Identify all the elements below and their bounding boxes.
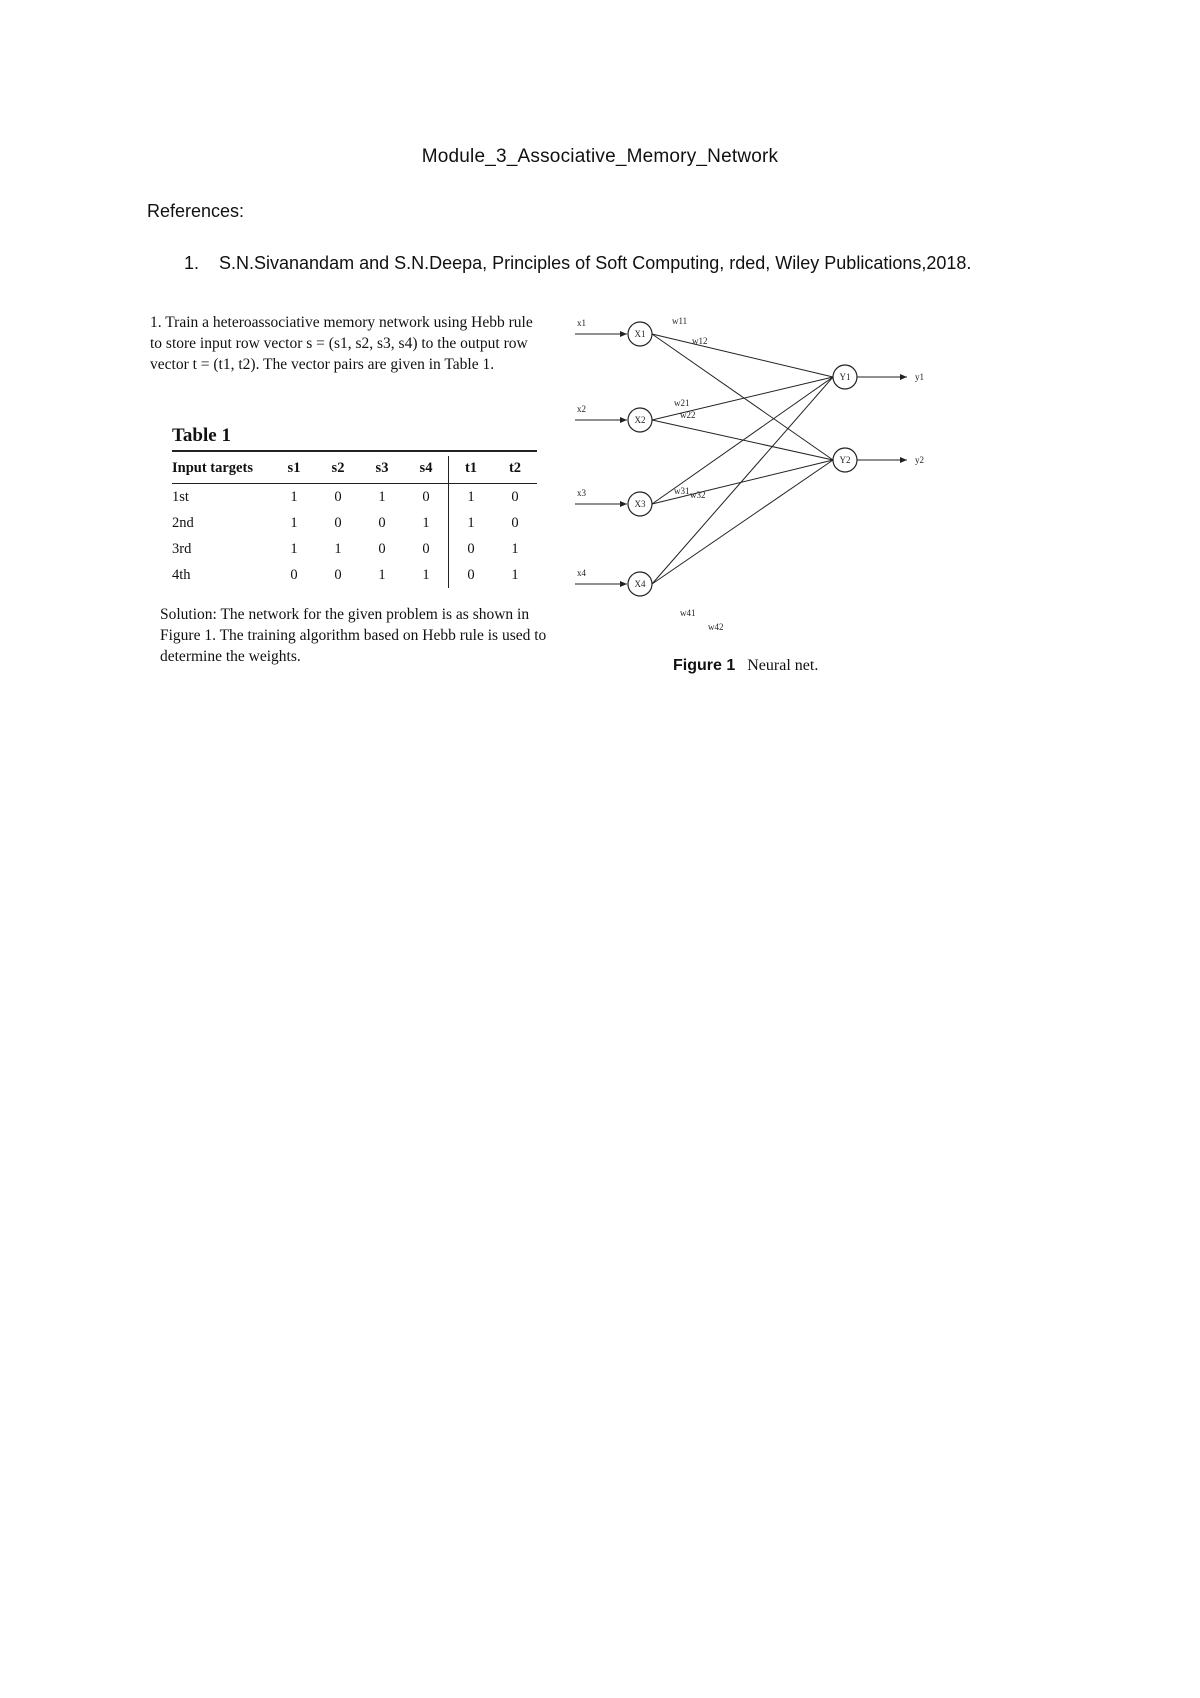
- output-neuron-label: Y2: [839, 455, 851, 465]
- input-neuron-label: X2: [634, 415, 646, 425]
- input-neuron-label: X1: [634, 329, 646, 339]
- table-row: [172, 562, 537, 588]
- input-label: x1: [577, 318, 586, 328]
- input-neuron-label: X4: [634, 579, 646, 589]
- reference-number: 1.: [184, 253, 200, 273]
- solution-text: The network for the given problem is as shown in Figure 1. The training algorithm based on Hebb rule is used to determine the weights.: [160, 606, 547, 665]
- figure-caption-text: Neural net.: [747, 657, 819, 674]
- table-cell: 1: [422, 566, 430, 583]
- neural-net-diagram: [575, 312, 955, 642]
- solution-paragraph: [160, 604, 550, 667]
- table-cell: 0: [449, 536, 494, 562]
- weight-label: w31: [674, 486, 690, 496]
- weight-label: w12: [692, 336, 708, 346]
- table-cell: 1: [290, 514, 298, 531]
- table-cell: 0: [290, 566, 298, 583]
- table-header-cell: s1: [272, 456, 316, 484]
- table-label: Table 1: [172, 425, 231, 446]
- problem-text-block: [150, 312, 545, 375]
- table-cell: 1: [378, 566, 386, 583]
- weight-edge: [652, 334, 833, 377]
- table-header-cell: t1: [449, 456, 494, 484]
- input-label: x4: [577, 568, 586, 578]
- table-header-row: [172, 456, 537, 484]
- weight-label: w21: [674, 398, 690, 408]
- problem-statement: [150, 312, 560, 375]
- table-cell: 1: [290, 488, 298, 505]
- table-header-cell: s2: [316, 456, 360, 484]
- table-cell: 4th: [172, 566, 191, 583]
- table-row: [172, 484, 537, 511]
- table-cell: 1: [334, 540, 342, 557]
- table-cell: 0: [334, 488, 342, 505]
- weight-label: w41: [680, 608, 696, 618]
- input-label: x2: [577, 404, 586, 414]
- table-cell: 2nd: [172, 514, 194, 531]
- weight-connections: [652, 334, 833, 584]
- input-label: x3: [577, 488, 586, 498]
- table-cell: 0: [378, 540, 386, 557]
- table-cell: 1: [449, 510, 494, 536]
- neuron-nodes: [628, 322, 857, 596]
- figure-caption: [673, 657, 818, 675]
- table-cell: 0: [334, 514, 342, 531]
- problem-text: Train a heteroassociative memory network using Hebb rule to store input row vector s = (s1, s2, s3, s4) to the output row vector t = (t1, t2). The vector pairs are given in Table 1.: [150, 314, 533, 373]
- table-top-rule: [172, 450, 537, 452]
- output-neuron-label: Y1: [839, 372, 851, 382]
- weight-label: w22: [680, 410, 696, 420]
- table-row: [172, 536, 537, 562]
- table-cell: 0: [378, 514, 386, 531]
- table-cell: 0: [422, 488, 430, 505]
- table-cell: 3rd: [172, 540, 192, 557]
- reference-text: S.N.Sivanandam and S.N.Deepa, Principles of Soft Computing, rded, Wiley Publications,2018.: [219, 253, 972, 273]
- output-label: y2: [915, 455, 924, 465]
- table-cell: 0: [511, 488, 519, 505]
- table-cell: 1: [378, 488, 386, 505]
- table-cell: 0: [449, 562, 494, 588]
- table-cell: 1: [511, 566, 519, 583]
- weight-edge: [652, 377, 833, 584]
- table-cell: 1: [290, 540, 298, 557]
- input-neuron-label: X3: [634, 499, 646, 509]
- table-header-cell: t2: [493, 456, 537, 484]
- vector-pairs-table: [172, 456, 537, 588]
- solution-label: Solution:: [160, 606, 217, 623]
- reference-item: [184, 253, 971, 274]
- weight-edge: [652, 460, 833, 584]
- document-title: Module_3_Associative_Memory_Network: [421, 146, 779, 167]
- table-cell: 1st: [172, 488, 189, 505]
- table-header-cell: Input targets: [172, 456, 272, 484]
- table-cell: 0: [511, 514, 519, 531]
- table-row: [172, 510, 537, 536]
- table-cell: 1: [511, 540, 519, 557]
- table-cell: 1: [422, 514, 430, 531]
- weight-label: w32: [690, 490, 706, 500]
- weight-label: w42: [708, 622, 724, 632]
- table-cell: 0: [422, 540, 430, 557]
- output-label: y1: [915, 372, 924, 382]
- table-header-cell: s3: [360, 456, 404, 484]
- weight-edge: [652, 460, 833, 504]
- problem-number: 1.: [150, 314, 162, 331]
- figure-caption-label: Figure 1: [673, 657, 736, 674]
- table-cell: 1: [449, 484, 494, 511]
- table-header-cell: s4: [404, 456, 449, 484]
- weight-label: w11: [672, 316, 688, 326]
- references-heading: References:: [147, 201, 245, 221]
- table-cell: 0: [334, 566, 342, 583]
